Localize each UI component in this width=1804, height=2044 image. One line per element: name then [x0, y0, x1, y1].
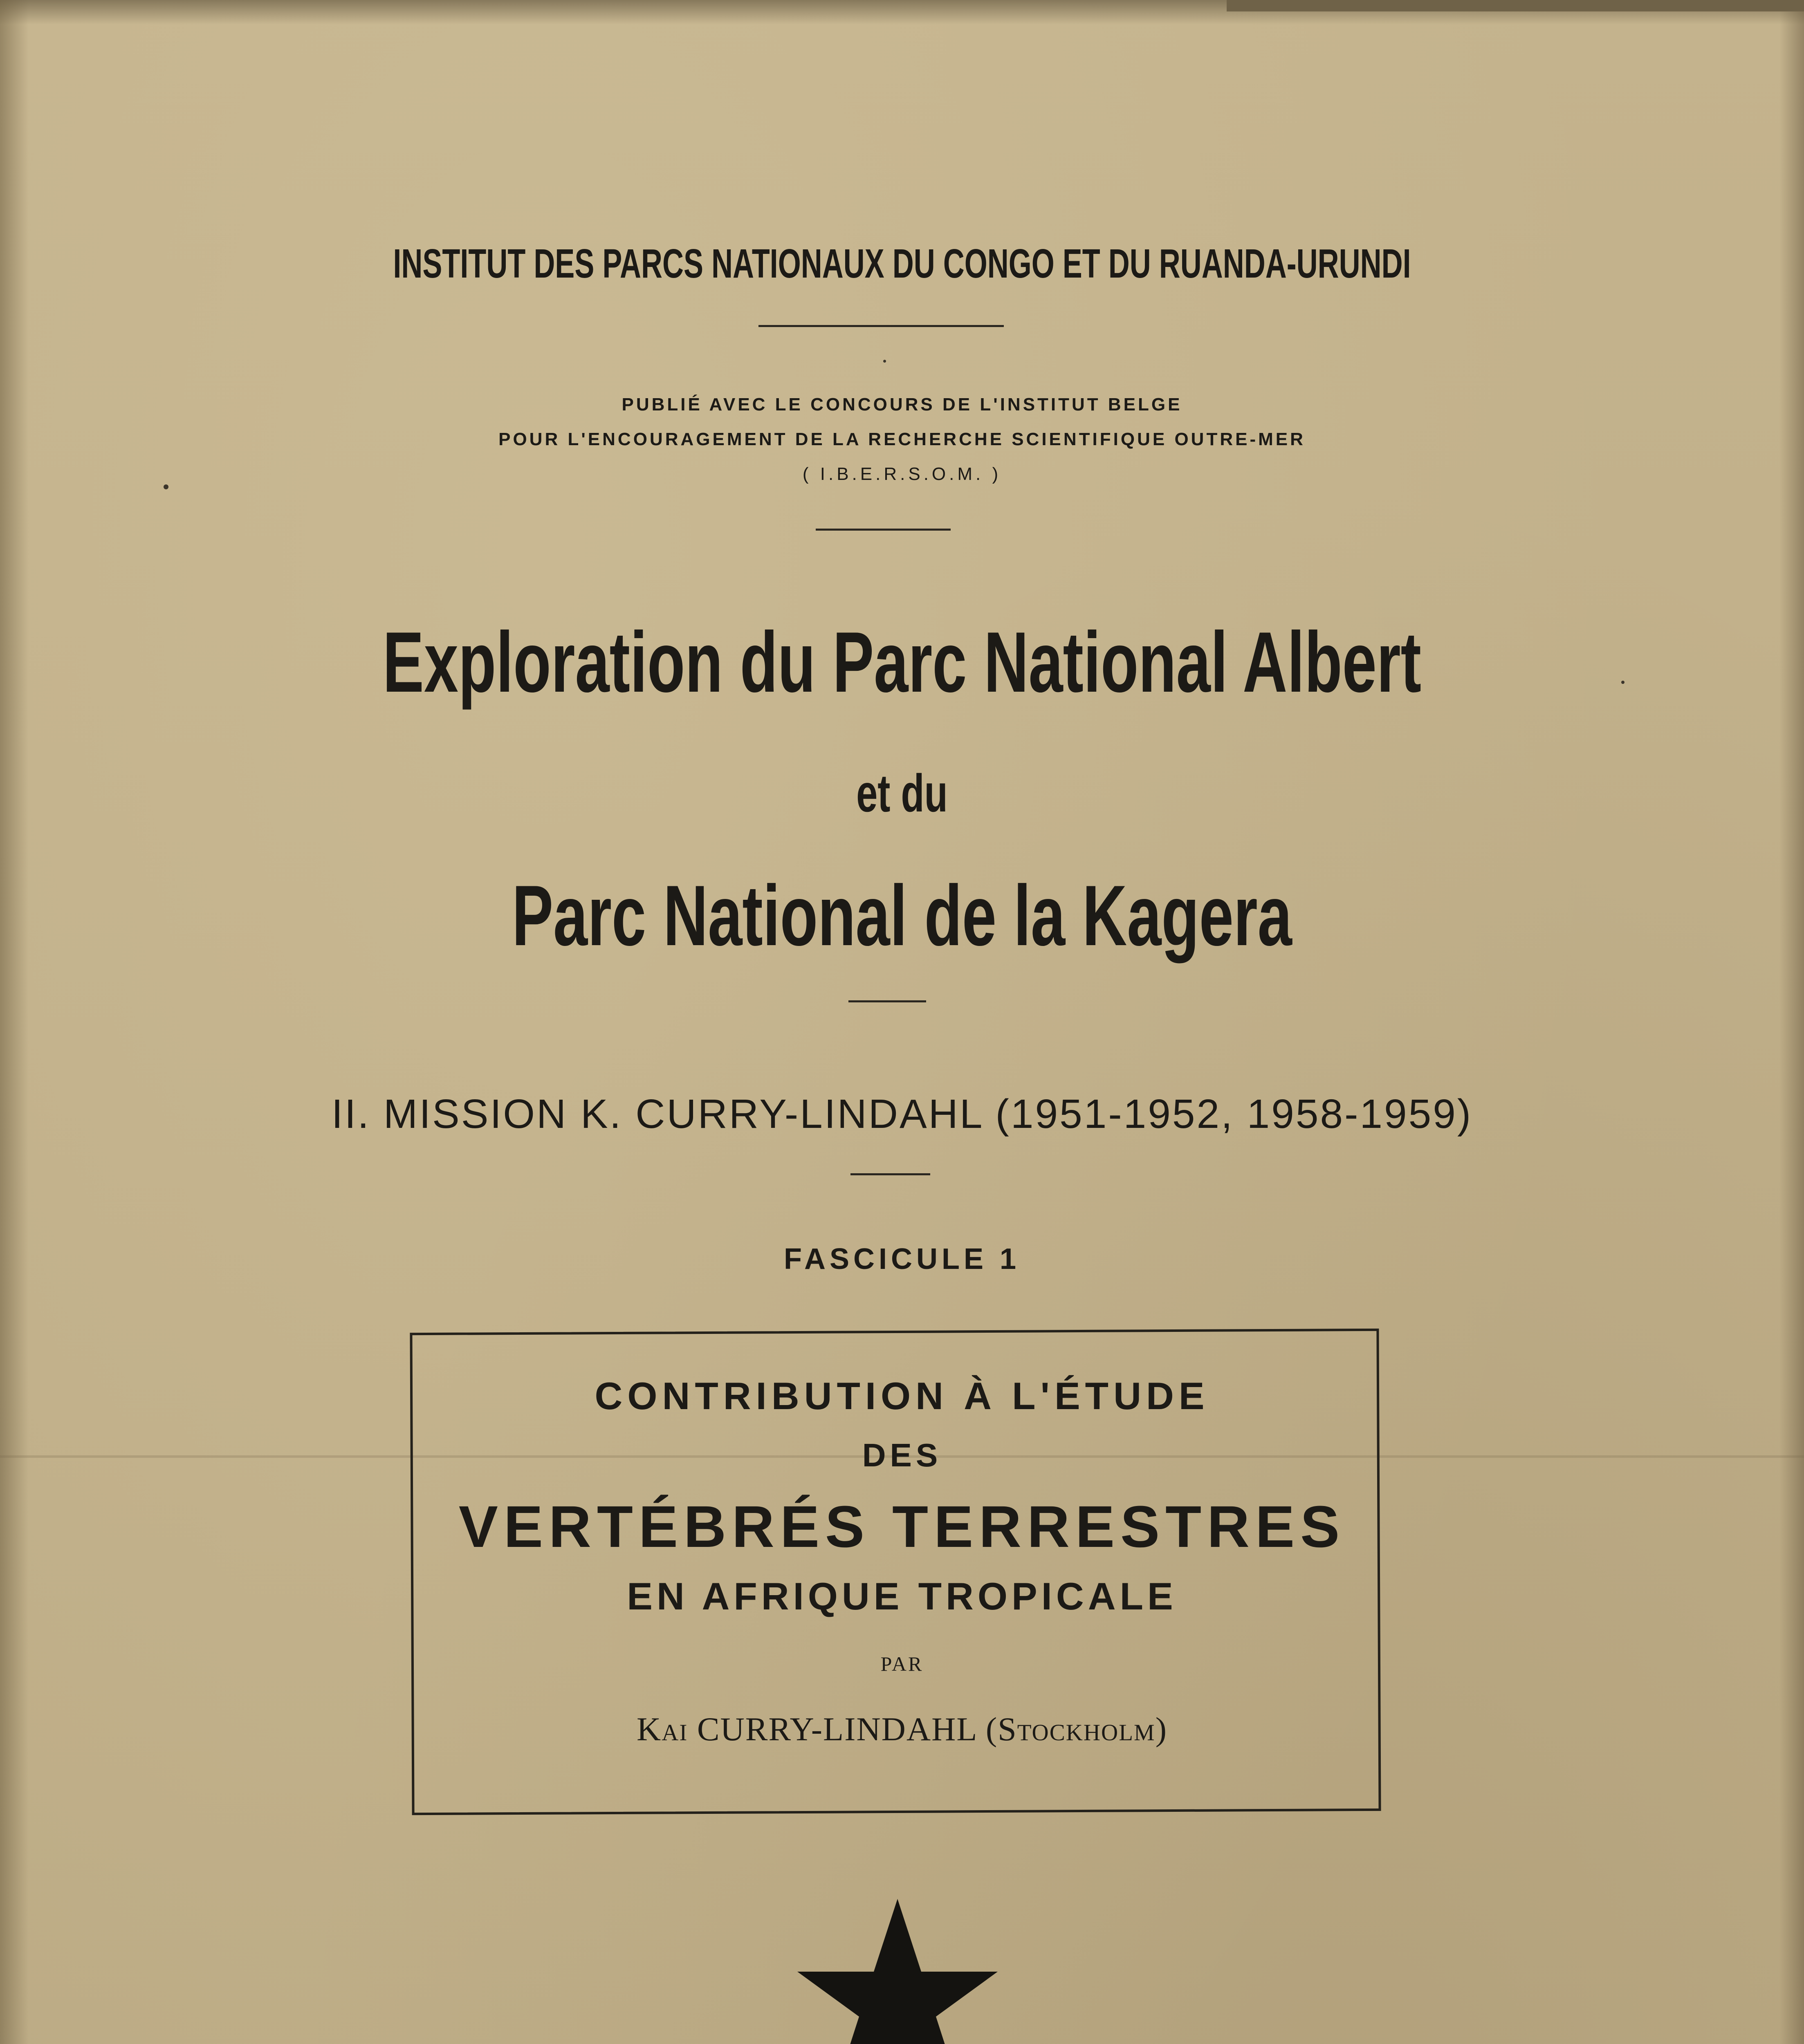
torn-top-edge: [1227, 0, 1804, 11]
main-title-line-1: Exploration du Parc National Albert: [382, 614, 1421, 710]
institute-name: INSTITUT DES PARCS NATIONAUX DU CONGO ET DU RUANDA-URUNDI: [393, 241, 1411, 287]
paper-speck: [883, 360, 886, 363]
work-title-line-2: DES: [862, 1437, 942, 1473]
divider-2: [816, 529, 951, 531]
mission-line: II. MISSION K. CURRY-LINDAHL (1951-1952, 1958-1959): [331, 1091, 1473, 1137]
divider-4: [850, 1173, 930, 1175]
author-name: Kai CURRY-LINDAHL (Stockholm): [636, 1710, 1168, 1748]
work-title-line-1: CONTRIBUTION À L'ÉTUDE: [595, 1374, 1209, 1417]
main-title-line-2: et du: [856, 763, 948, 823]
fascicule-label: FASCICULE 1: [783, 1243, 1021, 1275]
publisher-note-line-2: POUR L'ENCOURAGEMENT DE LA RECHERCHE SCIENTIFIQUE OUTRE-MER: [498, 429, 1306, 449]
publisher-note-line-1: PUBLIÉ AVEC LE CONCOURS DE L'INSTITUT BELGE: [622, 394, 1182, 415]
five-point-star-icon: [795, 1899, 1000, 2044]
divider-3: [848, 1000, 926, 1002]
work-title-line-3: VERTÉBRÉS TERRESTRES: [458, 1494, 1346, 1560]
work-title-line-4: EN AFRIQUE TROPICALE: [627, 1575, 1177, 1618]
main-title-line-3: Parc National de la Kagera: [512, 867, 1292, 964]
publisher-acronym: ( I.B.E.R.S.O.M. ): [802, 464, 1002, 484]
by-label: PAR: [880, 1652, 924, 1675]
paper-speck: [1621, 681, 1624, 684]
paper-speck: [164, 484, 168, 489]
divider-1: [758, 325, 1004, 327]
